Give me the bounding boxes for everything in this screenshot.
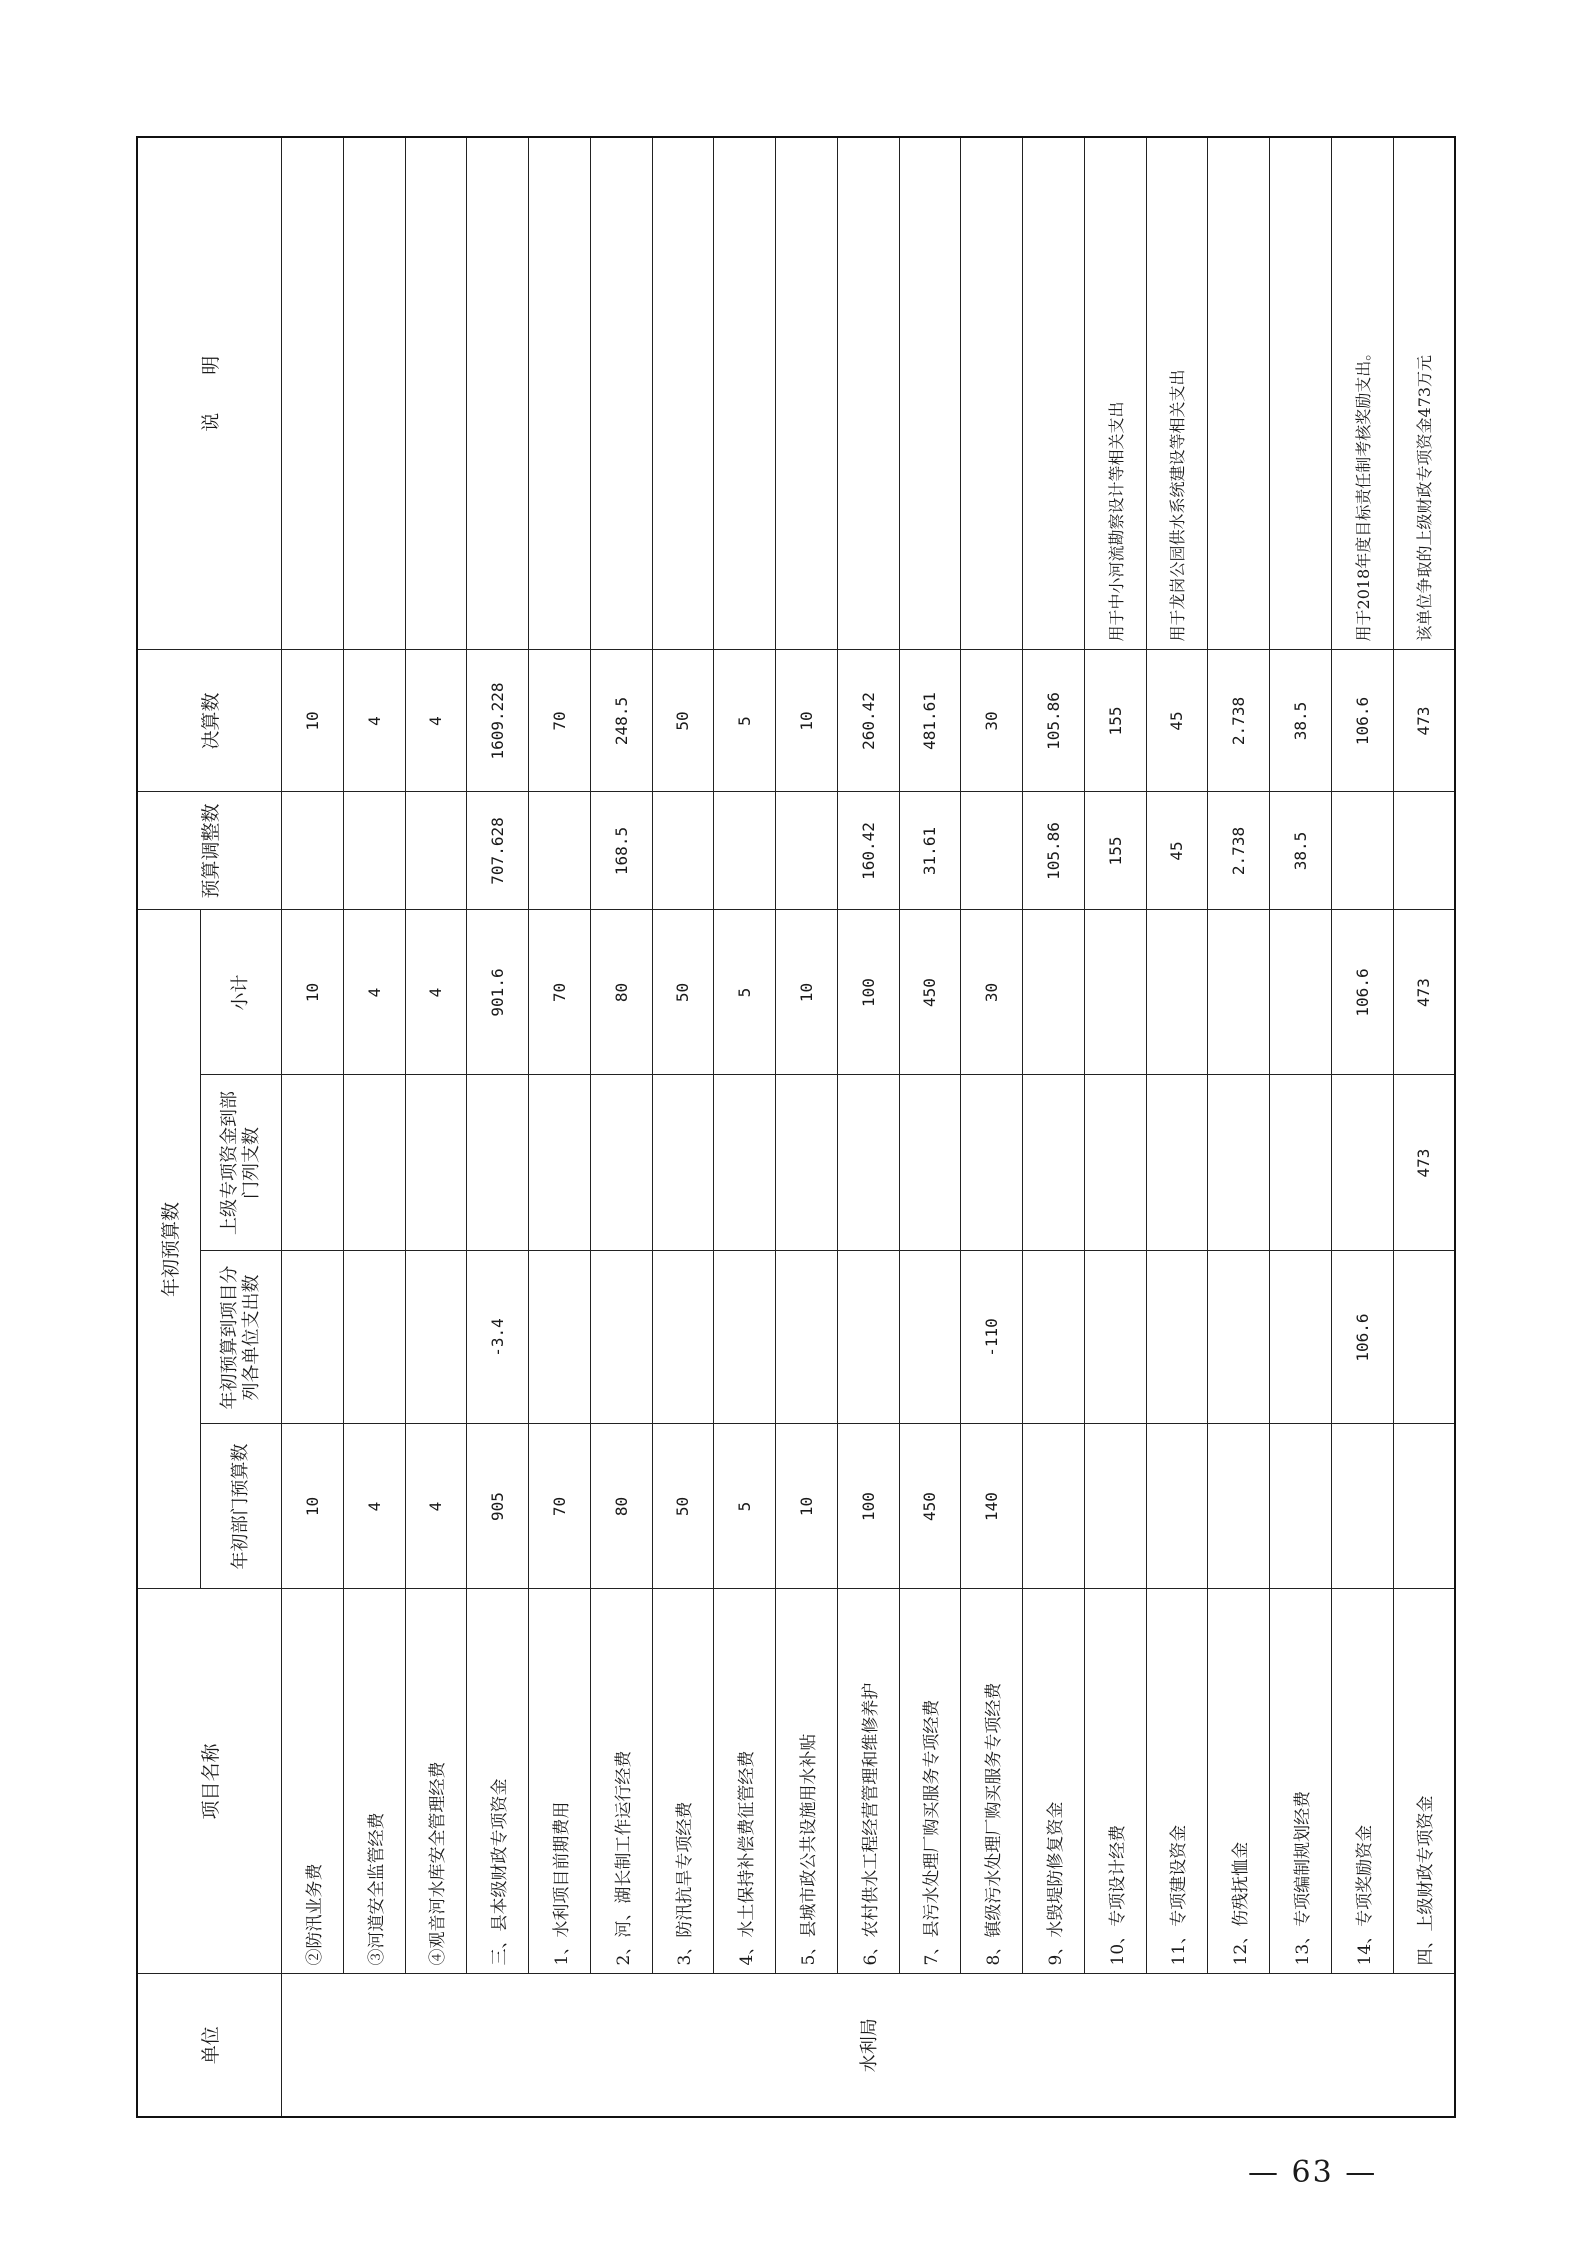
table-row (1331, 137, 1393, 2117)
header-dept-budget: 年初部门预算数 (201, 1424, 282, 1589)
subtotal: 4 (405, 910, 467, 1075)
superior-funds (282, 1075, 344, 1251)
table-row (1393, 137, 1455, 2117)
allocated (714, 1251, 776, 1424)
final: 155 (1084, 650, 1146, 792)
project-name: 10、专项设计经费 (1084, 1589, 1146, 1974)
allocated (343, 1251, 405, 1424)
final: 5 (714, 650, 776, 792)
explanation: 用于中小河流勘察设计等相关支出 (1084, 137, 1146, 650)
table-row (590, 137, 652, 2117)
final: 10 (282, 650, 344, 792)
subtotal: 100 (837, 910, 899, 1075)
dept-budget: 100 (837, 1424, 899, 1589)
final: 50 (652, 650, 714, 792)
header-project-name: 项目名称 (137, 1589, 282, 1974)
table-body (282, 137, 1456, 2117)
subtotal (1146, 910, 1208, 1075)
header-superior-funds: 上级专项资金到部门列支数 (201, 1075, 282, 1251)
allocated (1023, 1251, 1085, 1424)
explanation: 该单位争取的上级财政专项资金473万元 (1393, 137, 1455, 650)
final: 45 (1146, 650, 1208, 792)
subtotal: 450 (899, 910, 961, 1075)
subtotal (1023, 910, 1085, 1075)
allocated (1146, 1251, 1208, 1424)
project-name: 12、伤残抚恤金 (1208, 1589, 1270, 1974)
unit-cell: 水利局 (282, 1974, 1456, 2117)
subtotal: 901.6 (467, 910, 529, 1075)
table-row (714, 137, 776, 2117)
subtotal: 70 (529, 910, 591, 1075)
dept-budget: 5 (714, 1424, 776, 1589)
explanation (1023, 137, 1085, 650)
dept-budget (1084, 1424, 1146, 1589)
dept-budget: 140 (961, 1424, 1023, 1589)
project-name: 11、专项建设资金 (1146, 1589, 1208, 1974)
explanation (282, 137, 344, 650)
table-row (1146, 137, 1208, 2117)
table-header (137, 137, 282, 2117)
explanation: 用于2018年度目标责任制考核奖励支出。 (1331, 137, 1393, 650)
subtotal: 50 (652, 910, 714, 1075)
superior-funds (1023, 1075, 1085, 1251)
superior-funds: 473 (1393, 1075, 1455, 1251)
subtotal: 10 (282, 910, 344, 1075)
header-unit: 单位 (137, 1974, 282, 2117)
final: 481.61 (899, 650, 961, 792)
header-allocated: 年初预算到项目分列各单位支出数 (201, 1251, 282, 1424)
project-name: 9、水毁堤防修复资金 (1023, 1589, 1085, 1974)
superior-funds (343, 1075, 405, 1251)
dept-budget: 70 (529, 1424, 591, 1589)
explanation (1208, 137, 1270, 650)
explanation (343, 137, 405, 650)
project-name: 6、农村供水工程经营管理和维修养护 (837, 1589, 899, 1974)
header-adjustment: 预算调整数 (137, 792, 282, 910)
table-row (529, 137, 591, 2117)
table-row (652, 137, 714, 2117)
explanation (590, 137, 652, 650)
rotated-table-wrapper (136, 138, 1456, 2118)
adjustment (961, 792, 1023, 910)
project-name: ②防汛业务费 (282, 1589, 344, 1974)
allocated (529, 1251, 591, 1424)
adjustment: 38.5 (1270, 792, 1332, 910)
dept-budget: 10 (776, 1424, 838, 1589)
project-name: 5、县城市政公共设施用水补贴 (776, 1589, 838, 1974)
header-final: 决算数 (137, 650, 282, 792)
final: 260.42 (837, 650, 899, 792)
budget-table (136, 136, 1456, 2118)
adjustment: 707.628 (467, 792, 529, 910)
project-name: 四、上级财政专项资金 (1393, 1589, 1455, 1974)
allocated (1270, 1251, 1332, 1424)
project-name: 4、水土保持补偿费征管经费 (714, 1589, 776, 1974)
allocated (1208, 1251, 1270, 1424)
table-row (1084, 137, 1146, 2117)
adjustment: 168.5 (590, 792, 652, 910)
header-subtotal: 小计 (201, 910, 282, 1075)
project-name: 1、水利项目前期费用 (529, 1589, 591, 1974)
adjustment: 2.738 (1208, 792, 1270, 910)
project-name: 3、防汛抗旱专项经费 (652, 1589, 714, 1974)
adjustment (652, 792, 714, 910)
dept-budget (1393, 1424, 1455, 1589)
explanation (961, 137, 1023, 650)
explanation (714, 137, 776, 650)
subtotal: 5 (714, 910, 776, 1075)
allocated (899, 1251, 961, 1424)
subtotal (1270, 910, 1332, 1075)
dept-budget: 80 (590, 1424, 652, 1589)
final: 106.6 (1331, 650, 1393, 792)
adjustment (1393, 792, 1455, 910)
superior-funds (899, 1075, 961, 1251)
explanation (652, 137, 714, 650)
explanation (776, 137, 838, 650)
project-name: 7、县污水处理厂购买服务专项经费 (899, 1589, 961, 1974)
header-explanation: 说 明 (137, 137, 282, 650)
superior-funds (529, 1075, 591, 1251)
allocated (652, 1251, 714, 1424)
adjustment (282, 792, 344, 910)
explanation (467, 137, 529, 650)
final: 38.5 (1270, 650, 1332, 792)
project-name: ③河道安全监管经费 (343, 1589, 405, 1974)
adjustment (1331, 792, 1393, 910)
subtotal: 4 (343, 910, 405, 1075)
superior-funds (1331, 1075, 1393, 1251)
adjustment (714, 792, 776, 910)
table-row (1023, 137, 1085, 2117)
superior-funds (1208, 1075, 1270, 1251)
superior-funds (590, 1075, 652, 1251)
dept-budget (1023, 1424, 1085, 1589)
final: 4 (405, 650, 467, 792)
final: 473 (1393, 650, 1455, 792)
adjustment: 155 (1084, 792, 1146, 910)
adjustment: 160.42 (837, 792, 899, 910)
dept-budget (1270, 1424, 1332, 1589)
table-row (961, 137, 1023, 2117)
subtotal: 106.6 (1331, 910, 1393, 1075)
final: 10 (776, 650, 838, 792)
final: 70 (529, 650, 591, 792)
project-name: 14、专项奖励资金 (1331, 1589, 1393, 1974)
page-number: — 63 — (1248, 2155, 1378, 2190)
table-row (343, 137, 405, 2117)
dept-budget: 450 (899, 1424, 961, 1589)
superior-funds (1084, 1075, 1146, 1251)
allocated (1393, 1251, 1455, 1424)
superior-funds (837, 1075, 899, 1251)
dept-budget: 10 (282, 1424, 344, 1589)
superior-funds (405, 1075, 467, 1251)
explanation (1270, 137, 1332, 650)
table-row (776, 137, 838, 2117)
allocated (1084, 1251, 1146, 1424)
allocated: -110 (961, 1251, 1023, 1424)
superior-funds (1146, 1075, 1208, 1251)
table-row (1208, 137, 1270, 2117)
allocated (776, 1251, 838, 1424)
final: 2.738 (1208, 650, 1270, 792)
subtotal (1084, 910, 1146, 1075)
allocated: -3.4 (467, 1251, 529, 1424)
superior-funds (961, 1075, 1023, 1251)
explanation (899, 137, 961, 650)
dept-budget: 905 (467, 1424, 529, 1589)
allocated (282, 1251, 344, 1424)
table-row (837, 137, 899, 2117)
dept-budget: 50 (652, 1424, 714, 1589)
final: 248.5 (590, 650, 652, 792)
explanation: 用于龙岗公园供水系统建设等相关支出 (1146, 137, 1208, 650)
adjustment (343, 792, 405, 910)
dept-budget (1208, 1424, 1270, 1589)
allocated (405, 1251, 467, 1424)
final: 105.86 (1023, 650, 1085, 792)
project-name: 三、县本级财政专项资金 (467, 1589, 529, 1974)
allocated (837, 1251, 899, 1424)
superior-funds (467, 1075, 529, 1251)
final: 30 (961, 650, 1023, 792)
superior-funds (652, 1075, 714, 1251)
subtotal (1208, 910, 1270, 1075)
dept-budget (1146, 1424, 1208, 1589)
project-name: 13、专项编制规划经费 (1270, 1589, 1332, 1974)
dept-budget: 4 (343, 1424, 405, 1589)
adjustment: 45 (1146, 792, 1208, 910)
allocated: 106.6 (1331, 1251, 1393, 1424)
adjustment (529, 792, 591, 910)
adjustment (776, 792, 838, 910)
subtotal: 10 (776, 910, 838, 1075)
superior-funds (714, 1075, 776, 1251)
explanation (529, 137, 591, 650)
subtotal: 473 (1393, 910, 1455, 1075)
dept-budget: 4 (405, 1424, 467, 1589)
table-row (899, 137, 961, 2117)
adjustment: 105.86 (1023, 792, 1085, 910)
project-name: ④观音河水库安全管理经费 (405, 1589, 467, 1974)
header-initial-budget: 年初预算数 (137, 910, 201, 1589)
table-row (282, 137, 344, 2117)
adjustment: 31.61 (899, 792, 961, 910)
final: 1609.228 (467, 650, 529, 792)
dept-budget (1331, 1424, 1393, 1589)
project-name: 8、镇级污水处理厂购买服务专项经费 (961, 1589, 1023, 1974)
table-row (405, 137, 467, 2117)
subtotal: 30 (961, 910, 1023, 1075)
final: 4 (343, 650, 405, 792)
superior-funds (776, 1075, 838, 1251)
project-name: 2、河、湖长制工作运行经费 (590, 1589, 652, 1974)
subtotal: 80 (590, 910, 652, 1075)
explanation (837, 137, 899, 650)
explanation (405, 137, 467, 650)
table-row (1270, 137, 1332, 2117)
table-row (467, 137, 529, 2117)
adjustment (405, 792, 467, 910)
allocated (590, 1251, 652, 1424)
superior-funds (1270, 1075, 1332, 1251)
